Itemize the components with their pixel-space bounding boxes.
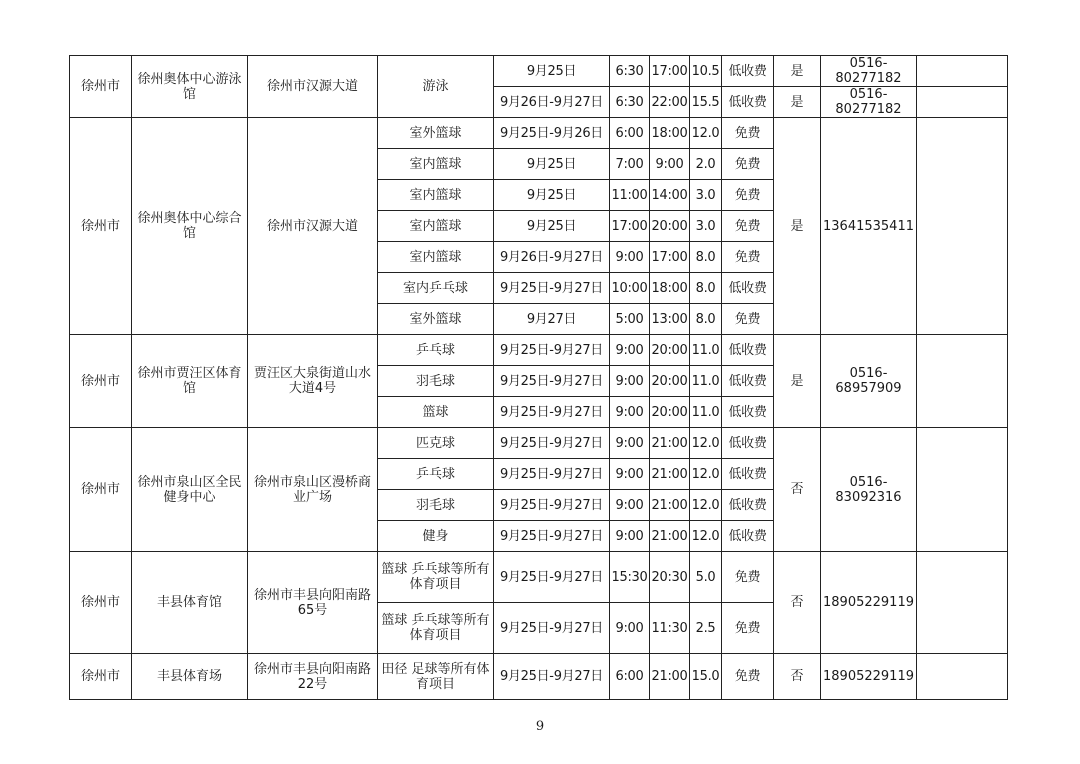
fee-cell: 低收费 bbox=[722, 397, 774, 428]
date-cell: 9月25日 bbox=[494, 56, 610, 87]
date-cell: 9月26日-9月27日 bbox=[494, 242, 610, 273]
date-cell: 9月25日-9月27日 bbox=[494, 273, 610, 304]
date-cell: 9月25日-9月27日 bbox=[494, 459, 610, 490]
fee-cell: 免费 bbox=[722, 211, 774, 242]
city-cell: 徐州市 bbox=[70, 428, 132, 552]
city-cell: 徐州市 bbox=[70, 335, 132, 428]
hours-cell: 3.0 bbox=[690, 211, 722, 242]
open-cell: 否 bbox=[774, 428, 821, 552]
hours-cell: 15.0 bbox=[690, 654, 722, 700]
project-cell: 乒乓球 bbox=[378, 335, 494, 366]
phone-cell: 0516-83092316 bbox=[821, 428, 917, 552]
start-time-cell: 10:00 bbox=[610, 273, 650, 304]
end-time-cell: 21:00 bbox=[650, 521, 690, 552]
start-time-cell: 6:30 bbox=[610, 87, 650, 118]
project-cell: 室内乒乓球 bbox=[378, 273, 494, 304]
address-cell: 徐州市汉源大道 bbox=[248, 118, 378, 335]
table-row bbox=[70, 335, 1008, 366]
fee-cell: 免费 bbox=[722, 118, 774, 149]
project-cell: 游泳 bbox=[378, 56, 494, 118]
end-time-cell: 9:00 bbox=[650, 149, 690, 180]
phone-cell: 18905229119 bbox=[821, 654, 917, 700]
end-time-cell: 21:00 bbox=[650, 490, 690, 521]
project-cell: 篮球 乒乓球等所有体育项目 bbox=[378, 552, 494, 603]
note-cell bbox=[917, 87, 1008, 118]
start-time-cell: 6:00 bbox=[610, 118, 650, 149]
venue-name-cell: 徐州市贾汪区体育馆 bbox=[132, 335, 248, 428]
venue-name-cell: 徐州奥体中心综合馆 bbox=[132, 118, 248, 335]
project-cell: 田径 足球等所有体育项目 bbox=[378, 654, 494, 700]
project-cell: 乒乓球 bbox=[378, 459, 494, 490]
address-cell: 贾汪区大泉街道山水大道4号 bbox=[248, 335, 378, 428]
date-cell: 9月25日-9月27日 bbox=[494, 603, 610, 654]
project-cell: 篮球 bbox=[378, 397, 494, 428]
end-time-cell: 18:00 bbox=[650, 273, 690, 304]
fee-cell: 免费 bbox=[722, 180, 774, 211]
end-time-cell: 21:00 bbox=[650, 428, 690, 459]
table-row bbox=[70, 654, 1008, 700]
open-cell: 否 bbox=[774, 654, 821, 700]
start-time-cell: 17:00 bbox=[610, 211, 650, 242]
city-cell: 徐州市 bbox=[70, 56, 132, 118]
fee-cell: 免费 bbox=[722, 149, 774, 180]
open-cell: 是 bbox=[774, 335, 821, 428]
phone-cell: 18905229119 bbox=[821, 552, 917, 654]
date-cell: 9月25日-9月27日 bbox=[494, 654, 610, 700]
venue-name-cell: 丰县体育馆 bbox=[132, 552, 248, 654]
end-time-cell: 20:00 bbox=[650, 335, 690, 366]
open-cell: 是 bbox=[774, 56, 821, 87]
hours-cell: 12.0 bbox=[690, 521, 722, 552]
date-cell: 9月25日-9月27日 bbox=[494, 428, 610, 459]
project-cell: 健身 bbox=[378, 521, 494, 552]
project-cell: 匹克球 bbox=[378, 428, 494, 459]
start-time-cell: 9:00 bbox=[610, 459, 650, 490]
date-cell: 9月25日-9月27日 bbox=[494, 490, 610, 521]
end-time-cell: 20:00 bbox=[650, 211, 690, 242]
table-row bbox=[70, 428, 1008, 459]
fee-cell: 低收费 bbox=[722, 56, 774, 87]
city-cell: 徐州市 bbox=[70, 552, 132, 654]
hours-cell: 11.0 bbox=[690, 397, 722, 428]
phone-cell: 0516-80277182 bbox=[821, 56, 917, 87]
end-time-cell: 20:00 bbox=[650, 397, 690, 428]
end-time-cell: 22:00 bbox=[650, 87, 690, 118]
note-cell bbox=[917, 552, 1008, 654]
hours-cell: 12.0 bbox=[690, 428, 722, 459]
table-row bbox=[70, 552, 1008, 603]
date-cell: 9月25日-9月27日 bbox=[494, 552, 610, 603]
end-time-cell: 20:00 bbox=[650, 366, 690, 397]
project-cell: 羽毛球 bbox=[378, 490, 494, 521]
start-time-cell: 9:00 bbox=[610, 366, 650, 397]
hours-cell: 12.0 bbox=[690, 459, 722, 490]
note-cell bbox=[917, 654, 1008, 700]
fee-cell: 低收费 bbox=[722, 490, 774, 521]
date-cell: 9月25日-9月27日 bbox=[494, 397, 610, 428]
fee-cell: 低收费 bbox=[722, 87, 774, 118]
hours-cell: 3.0 bbox=[690, 180, 722, 211]
date-cell: 9月25日-9月27日 bbox=[494, 521, 610, 552]
date-cell: 9月25日 bbox=[494, 149, 610, 180]
project-cell: 室外篮球 bbox=[378, 118, 494, 149]
note-cell bbox=[917, 118, 1008, 335]
start-time-cell: 9:00 bbox=[610, 242, 650, 273]
fee-cell: 低收费 bbox=[722, 273, 774, 304]
address-cell: 徐州市汉源大道 bbox=[248, 56, 378, 118]
page-number: 9 bbox=[535, 719, 545, 734]
fee-cell: 免费 bbox=[722, 603, 774, 654]
hours-cell: 15.5 bbox=[690, 87, 722, 118]
hours-cell: 2.0 bbox=[690, 149, 722, 180]
fee-cell: 低收费 bbox=[722, 428, 774, 459]
date-cell: 9月25日-9月26日 bbox=[494, 118, 610, 149]
note-cell bbox=[917, 56, 1008, 87]
end-time-cell: 18:00 bbox=[650, 118, 690, 149]
open-cell: 是 bbox=[774, 87, 821, 118]
note-cell bbox=[917, 428, 1008, 552]
start-time-cell: 11:00 bbox=[610, 180, 650, 211]
start-time-cell: 9:00 bbox=[610, 428, 650, 459]
note-cell bbox=[917, 335, 1008, 428]
hours-cell: 8.0 bbox=[690, 242, 722, 273]
start-time-cell: 5:00 bbox=[610, 304, 650, 335]
start-time-cell: 6:00 bbox=[610, 654, 650, 700]
start-time-cell: 7:00 bbox=[610, 149, 650, 180]
hours-cell: 8.0 bbox=[690, 304, 722, 335]
hours-cell: 2.5 bbox=[690, 603, 722, 654]
venue-name-cell: 徐州市泉山区全民健身中心 bbox=[132, 428, 248, 552]
hours-cell: 8.0 bbox=[690, 273, 722, 304]
fee-cell: 免费 bbox=[722, 242, 774, 273]
hours-cell: 12.0 bbox=[690, 490, 722, 521]
fee-cell: 免费 bbox=[722, 654, 774, 700]
project-cell: 室内篮球 bbox=[378, 242, 494, 273]
phone-cell: 0516-80277182 bbox=[821, 87, 917, 118]
fee-cell: 低收费 bbox=[722, 335, 774, 366]
end-time-cell: 20:30 bbox=[650, 552, 690, 603]
date-cell: 9月25日-9月27日 bbox=[494, 366, 610, 397]
hours-cell: 5.0 bbox=[690, 552, 722, 603]
start-time-cell: 9:00 bbox=[610, 521, 650, 552]
city-cell: 徐州市 bbox=[70, 654, 132, 700]
hours-cell: 11.0 bbox=[690, 366, 722, 397]
end-time-cell: 17:00 bbox=[650, 242, 690, 273]
fee-cell: 免费 bbox=[722, 304, 774, 335]
fee-cell: 低收费 bbox=[722, 459, 774, 490]
venue-name-cell: 丰县体育场 bbox=[132, 654, 248, 700]
end-time-cell: 21:00 bbox=[650, 654, 690, 700]
venue-table bbox=[69, 55, 1008, 700]
hours-cell: 11.0 bbox=[690, 335, 722, 366]
address-cell: 徐州市泉山区漫桥商业广场 bbox=[248, 428, 378, 552]
open-cell: 否 bbox=[774, 552, 821, 654]
date-cell: 9月25日 bbox=[494, 211, 610, 242]
end-time-cell: 17:00 bbox=[650, 56, 690, 87]
date-cell: 9月25日 bbox=[494, 180, 610, 211]
fee-cell: 低收费 bbox=[722, 366, 774, 397]
hours-cell: 10.5 bbox=[690, 56, 722, 87]
project-cell: 室内篮球 bbox=[378, 211, 494, 242]
project-cell: 室内篮球 bbox=[378, 149, 494, 180]
project-cell: 篮球 乒乓球等所有体育项目 bbox=[378, 603, 494, 654]
venue-name-cell: 徐州奥体中心游泳馆 bbox=[132, 56, 248, 118]
start-time-cell: 9:00 bbox=[610, 335, 650, 366]
phone-cell: 0516-68957909 bbox=[821, 335, 917, 428]
date-cell: 9月25日-9月27日 bbox=[494, 335, 610, 366]
project-cell: 室内篮球 bbox=[378, 180, 494, 211]
end-time-cell: 14:00 bbox=[650, 180, 690, 211]
start-time-cell: 15:30 bbox=[610, 552, 650, 603]
date-cell: 9月27日 bbox=[494, 304, 610, 335]
start-time-cell: 6:30 bbox=[610, 56, 650, 87]
address-cell: 徐州市丰县向阳南路22号 bbox=[248, 654, 378, 700]
start-time-cell: 9:00 bbox=[610, 603, 650, 654]
table-row bbox=[70, 56, 1008, 87]
phone-cell: 13641535411 bbox=[821, 118, 917, 335]
fee-cell: 低收费 bbox=[722, 521, 774, 552]
end-time-cell: 11:30 bbox=[650, 603, 690, 654]
address-cell: 徐州市丰县向阳南路65号 bbox=[248, 552, 378, 654]
end-time-cell: 21:00 bbox=[650, 459, 690, 490]
hours-cell: 12.0 bbox=[690, 118, 722, 149]
city-cell: 徐州市 bbox=[70, 118, 132, 335]
table-row bbox=[70, 118, 1008, 149]
project-cell: 羽毛球 bbox=[378, 366, 494, 397]
fee-cell: 免费 bbox=[722, 552, 774, 603]
start-time-cell: 9:00 bbox=[610, 397, 650, 428]
end-time-cell: 13:00 bbox=[650, 304, 690, 335]
open-cell: 是 bbox=[774, 118, 821, 335]
date-cell: 9月26日-9月27日 bbox=[494, 87, 610, 118]
start-time-cell: 9:00 bbox=[610, 490, 650, 521]
project-cell: 室外篮球 bbox=[378, 304, 494, 335]
